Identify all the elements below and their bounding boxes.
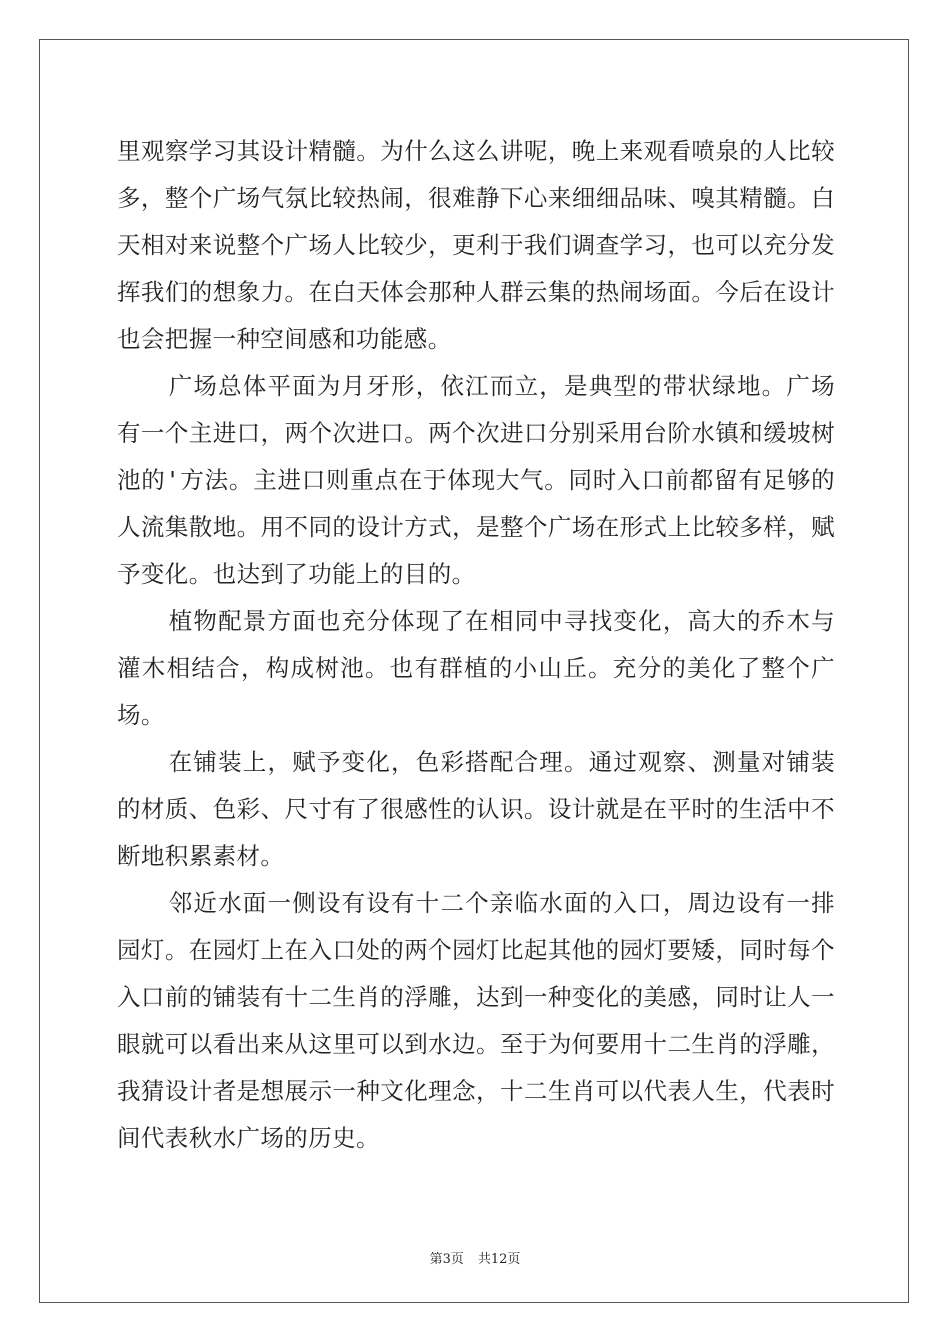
- page-footer: [0, 1248, 950, 1267]
- paragraph-5: 邻近水面一侧设有设有十二个亲临水面的入口，周边设有一排园灯。在园灯上在入口处的两个园灯比起其他的园灯要矮，同时每个入口前的铺装有十二生肖的浮雕，达到一种变化的美感，同时让人一眼就可以看出来从这里可以到水边。至于为何要用十二生肖的浮雕，我猜设计者是想展示一种文化理念，十二生肖可以代表人生，代表时间代表秋水广场的历史。: [117, 889, 835, 1152]
- document-body: [117, 128, 835, 1162]
- page-number: 第3页: [429, 1252, 464, 1267]
- paragraph-2: 广场总体平面为月牙形，依江而立，是典型的带状绿地。广场有一个主进口，两个次进口。两个次进口分别采用台阶水镇和缓坡树池的'方法。主进口则重点在于体现大气。同时入口前都留有足够的人流集散地。用不同的设计方式，是整个广场在形式上比较多样，赋予变化。也达到了功能上的目的。: [117, 372, 835, 588]
- page-total: 共12页: [477, 1252, 521, 1267]
- paragraph-1: 里观察学习其设计精髓。为什么这么讲呢，晚上来观看喷泉的人比较多，整个广场气氛比较热闹，很难静下心来细细品味、嗅其精髓。白天相对来说整个广场人比较少，更利于我们调查学习，也可以充分发挥我们的想象力。在白天体会那种人群云集的热闹场面。今后在设计也会把握一种空间感和功能感。: [117, 137, 835, 353]
- paragraph-3: 植物配景方面也充分体现了在相同中寻找变化，高大的乔木与灌木相结合，构成树池。也有群植的小山丘。充分的美化了整个广场。: [117, 607, 835, 729]
- paragraph-4: 在铺装上，赋予变化，色彩搭配合理。通过观察、测量对铺装的材质、色彩、尺寸有了很感性的认识。设计就是在平时的生活中不断地积累素材。: [117, 748, 835, 870]
